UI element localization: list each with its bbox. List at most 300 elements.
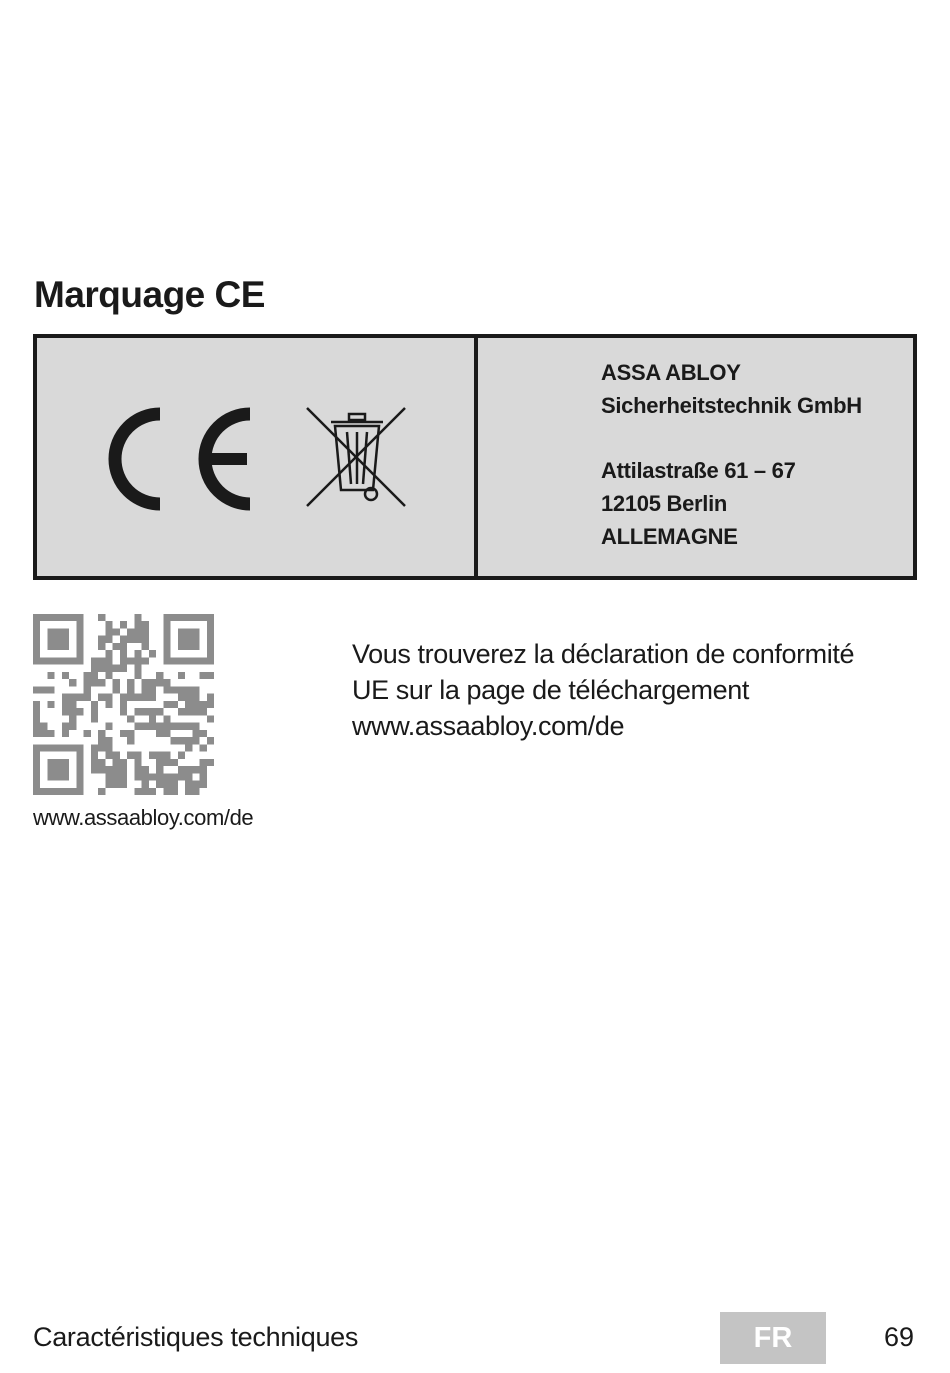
qr-module <box>120 701 127 708</box>
qr-module <box>47 672 54 679</box>
qr-module <box>69 701 76 708</box>
qr-module <box>55 744 62 751</box>
qr-module <box>113 759 120 766</box>
page-number: 69 <box>884 1322 915 1352</box>
qr-module <box>156 766 163 773</box>
qr-module <box>55 636 62 643</box>
company-name: ASSA ABLOY <box>601 360 741 385</box>
qr-module <box>98 737 105 744</box>
qr-module <box>69 744 76 751</box>
qr-module <box>120 657 127 664</box>
qr-module <box>40 614 47 621</box>
qr-module <box>120 643 127 650</box>
qr-module <box>134 788 141 795</box>
qr-module <box>200 773 207 780</box>
qr-module <box>149 715 156 722</box>
qr-module <box>185 773 192 780</box>
footer-section-title: Caractéristiques techniques <box>33 1322 359 1352</box>
qr-module <box>134 621 141 628</box>
qr-module <box>84 694 91 701</box>
qr-module <box>192 694 199 701</box>
qr-module <box>185 628 192 635</box>
qr-module <box>33 788 40 795</box>
qr-module <box>33 744 40 751</box>
qr-module <box>62 657 69 664</box>
qr-module <box>192 737 199 744</box>
qr-code-icon <box>33 614 214 795</box>
qr-module <box>76 650 83 657</box>
qr-module <box>171 657 178 664</box>
qr-module <box>69 614 76 621</box>
qr-module <box>47 643 54 650</box>
qr-module <box>120 621 127 628</box>
qr-module <box>142 766 149 773</box>
qr-module <box>105 737 112 744</box>
qr-module <box>142 723 149 730</box>
qr-module <box>47 730 54 737</box>
qr-module <box>33 636 40 643</box>
qr-module <box>185 694 192 701</box>
qr-module <box>113 628 120 635</box>
qr-module <box>113 679 120 686</box>
qr-module <box>163 636 170 643</box>
qr-module <box>149 773 156 780</box>
qr-module <box>142 781 149 788</box>
qr-module <box>105 766 112 773</box>
qr-module <box>105 744 112 751</box>
qr-module <box>76 657 83 664</box>
qr-module <box>200 766 207 773</box>
qr-module <box>163 679 170 686</box>
qr-module <box>134 665 141 672</box>
qr-module <box>33 614 40 621</box>
qr-caption-url: www.assaabloy.com/de <box>33 805 254 830</box>
qr-module <box>185 636 192 643</box>
qr-module <box>171 773 178 780</box>
qr-module <box>163 643 170 650</box>
qr-module <box>207 628 214 635</box>
qr-module <box>91 744 98 751</box>
qr-module <box>163 788 170 795</box>
qr-module <box>156 781 163 788</box>
qr-module <box>55 773 62 780</box>
qr-module <box>98 614 105 621</box>
qr-module <box>185 708 192 715</box>
qr-module <box>134 650 141 657</box>
qr-module <box>120 636 127 643</box>
qr-module <box>149 723 156 730</box>
qr-module <box>69 788 76 795</box>
qr-module <box>200 708 207 715</box>
city-address: 12105 Berlin <box>601 491 728 516</box>
qr-module <box>163 730 170 737</box>
qr-module <box>142 643 149 650</box>
qr-module <box>171 788 178 795</box>
qr-module <box>91 679 98 686</box>
qr-module <box>69 715 76 722</box>
qr-module <box>47 701 54 708</box>
manufacturer-address-panel <box>478 338 913 576</box>
qr-module <box>91 752 98 759</box>
qr-module <box>156 723 163 730</box>
qr-module <box>171 723 178 730</box>
qr-module <box>142 657 149 664</box>
qr-module <box>171 781 178 788</box>
qr-module <box>98 759 105 766</box>
qr-module <box>142 679 149 686</box>
qr-module <box>134 708 141 715</box>
declaration-line-2: UE sur la page de téléchargement <box>352 675 749 705</box>
qr-module <box>207 636 214 643</box>
qr-module <box>33 628 40 635</box>
qr-module <box>120 759 127 766</box>
qr-module <box>163 752 170 759</box>
qr-module <box>105 636 112 643</box>
qr-module <box>120 781 127 788</box>
qr-module <box>149 752 156 759</box>
qr-module <box>33 723 40 730</box>
qr-module <box>134 694 141 701</box>
qr-module <box>69 723 76 730</box>
qr-module <box>120 730 127 737</box>
qr-module <box>127 694 134 701</box>
qr-module <box>105 650 112 657</box>
qr-module <box>207 715 214 722</box>
qr-module <box>127 679 134 686</box>
qr-module <box>171 759 178 766</box>
qr-module <box>40 723 47 730</box>
qr-module <box>163 781 170 788</box>
qr-module <box>127 730 134 737</box>
qr-module <box>149 708 156 715</box>
qr-module <box>91 665 98 672</box>
qr-module <box>127 628 134 635</box>
qr-module <box>134 636 141 643</box>
qr-module <box>62 730 69 737</box>
qr-module <box>120 650 127 657</box>
qr-module <box>69 657 76 664</box>
qr-module <box>33 708 40 715</box>
declaration-line-1: Vous trouverez la déclaration de conformité <box>352 639 855 669</box>
qr-module <box>134 628 141 635</box>
qr-module <box>134 759 141 766</box>
qr-module <box>33 766 40 773</box>
qr-module <box>91 715 98 722</box>
qr-module <box>207 614 214 621</box>
qr-module <box>91 708 98 715</box>
qr-module <box>127 715 134 722</box>
ce-mark-icon <box>107 404 257 514</box>
qr-module <box>62 694 69 701</box>
qr-module <box>171 701 178 708</box>
qr-module <box>120 773 127 780</box>
qr-module <box>207 694 214 701</box>
qr-module <box>207 759 214 766</box>
qr-module <box>156 708 163 715</box>
manufacturer-address <box>601 356 862 553</box>
qr-module <box>33 650 40 657</box>
qr-module <box>105 773 112 780</box>
declaration-url: www.assaabloy.com/de <box>352 711 625 741</box>
qr-module <box>185 723 192 730</box>
qr-module <box>192 636 199 643</box>
qr-module <box>120 708 127 715</box>
qr-module <box>134 752 141 759</box>
qr-module <box>200 781 207 788</box>
qr-module <box>113 686 120 693</box>
qr-module <box>134 766 141 773</box>
country: ALLEMAGNE <box>601 524 738 549</box>
qr-module <box>62 744 69 751</box>
qr-module <box>105 672 112 679</box>
qr-module <box>33 730 40 737</box>
qr-module <box>84 686 91 693</box>
qr-module <box>192 643 199 650</box>
qr-module <box>134 672 141 679</box>
qr-module <box>134 723 141 730</box>
ce-marks-panel <box>37 338 478 576</box>
qr-module <box>156 759 163 766</box>
qr-module <box>127 737 134 744</box>
qr-module <box>207 621 214 628</box>
qr-module <box>33 759 40 766</box>
qr-module <box>62 759 69 766</box>
qr-module <box>62 788 69 795</box>
qr-module <box>185 657 192 664</box>
qr-module <box>134 773 141 780</box>
qr-module <box>105 752 112 759</box>
qr-module <box>76 628 83 635</box>
qr-module <box>76 643 83 650</box>
qr-module <box>185 643 192 650</box>
qr-module <box>192 766 199 773</box>
qr-module <box>163 614 170 621</box>
qr-module <box>200 744 207 751</box>
qr-module <box>47 628 54 635</box>
qr-module <box>33 643 40 650</box>
weee-crossed-bin-icon <box>305 406 409 510</box>
qr-module <box>55 788 62 795</box>
qr-module <box>192 657 199 664</box>
qr-module <box>33 773 40 780</box>
qr-module <box>76 614 83 621</box>
qr-module <box>163 628 170 635</box>
qr-module <box>178 766 185 773</box>
qr-module <box>127 686 134 693</box>
qr-module <box>62 723 69 730</box>
qr-module <box>142 773 149 780</box>
qr-module <box>200 672 207 679</box>
qr-module <box>192 781 199 788</box>
qr-module <box>142 708 149 715</box>
qr-module <box>62 708 69 715</box>
qr-module <box>156 672 163 679</box>
qr-module <box>76 752 83 759</box>
qr-module <box>207 737 214 744</box>
qr-module <box>40 744 47 751</box>
qr-module <box>178 723 185 730</box>
qr-module <box>47 773 54 780</box>
qr-module <box>33 686 40 693</box>
qr-module <box>178 636 185 643</box>
ce-marking-box <box>33 334 917 580</box>
qr-module <box>76 759 83 766</box>
qr-module <box>55 657 62 664</box>
qr-module <box>171 614 178 621</box>
qr-module <box>105 621 112 628</box>
qr-module <box>185 701 192 708</box>
qr-module <box>171 737 178 744</box>
qr-module <box>91 759 98 766</box>
qr-module <box>98 643 105 650</box>
qr-module <box>47 614 54 621</box>
qr-module <box>207 672 214 679</box>
qr-module <box>55 759 62 766</box>
qr-module <box>156 730 163 737</box>
company-division: Sicherheitstechnik GmbH <box>601 393 862 418</box>
qr-module <box>33 781 40 788</box>
qr-module <box>113 665 120 672</box>
qr-module <box>33 657 40 664</box>
qr-module <box>185 686 192 693</box>
qr-module <box>185 737 192 744</box>
qr-module <box>163 759 170 766</box>
qr-module <box>120 694 127 701</box>
qr-module <box>76 708 83 715</box>
qr-module <box>142 788 149 795</box>
qr-module <box>207 657 214 664</box>
qr-module <box>62 672 69 679</box>
qr-module <box>62 643 69 650</box>
qr-module <box>113 643 120 650</box>
qr-module <box>33 701 40 708</box>
qr-module <box>134 614 141 621</box>
qr-module <box>40 788 47 795</box>
qr-module <box>62 701 69 708</box>
qr-module <box>163 715 170 722</box>
qr-module <box>76 781 83 788</box>
qr-module <box>105 694 112 701</box>
qr-module <box>98 788 105 795</box>
qr-module <box>69 679 76 686</box>
qr-module <box>142 628 149 635</box>
qr-module <box>76 788 83 795</box>
qr-module <box>200 730 207 737</box>
qr-module <box>134 657 141 664</box>
qr-module <box>91 657 98 664</box>
qr-module <box>113 781 120 788</box>
qr-module <box>171 686 178 693</box>
qr-module <box>178 737 185 744</box>
qr-module <box>47 686 54 693</box>
qr-module <box>40 730 47 737</box>
qr-module <box>98 657 105 664</box>
qr-module <box>178 657 185 664</box>
qr-module <box>200 759 207 766</box>
qr-module <box>55 766 62 773</box>
qr-module <box>163 773 170 780</box>
qr-module <box>47 788 54 795</box>
qr-module <box>200 701 207 708</box>
qr-module <box>76 621 83 628</box>
qr-module <box>185 744 192 751</box>
section-title: Marquage CE <box>34 274 265 315</box>
qr-module <box>62 773 69 780</box>
qr-module <box>91 701 98 708</box>
qr-module <box>105 665 112 672</box>
qr-module <box>178 614 185 621</box>
qr-module <box>178 672 185 679</box>
qr-module <box>98 665 105 672</box>
qr-module <box>163 701 170 708</box>
qr-module <box>40 686 47 693</box>
qr-module <box>84 730 91 737</box>
qr-module <box>163 650 170 657</box>
qr-module <box>192 614 199 621</box>
qr-module <box>192 788 199 795</box>
qr-module <box>76 636 83 643</box>
qr-module <box>55 628 62 635</box>
qr-module <box>178 752 185 759</box>
qr-module <box>127 636 134 643</box>
qr-module <box>47 744 54 751</box>
qr-module <box>120 766 127 773</box>
qr-module <box>105 701 112 708</box>
qr-module <box>192 701 199 708</box>
qr-module <box>47 759 54 766</box>
qr-module <box>98 636 105 643</box>
qr-module <box>76 773 83 780</box>
qr-module <box>113 773 120 780</box>
qr-module <box>127 657 134 664</box>
qr-module <box>149 679 156 686</box>
qr-module <box>178 773 185 780</box>
qr-module <box>120 665 127 672</box>
qr-module <box>98 744 105 751</box>
street-address: Attilastraße 61 – 67 <box>601 458 796 483</box>
qr-module <box>55 643 62 650</box>
qr-module <box>33 621 40 628</box>
qr-module <box>76 744 83 751</box>
qr-module <box>178 628 185 635</box>
qr-module <box>192 730 199 737</box>
qr-module <box>200 614 207 621</box>
qr-module <box>62 636 69 643</box>
qr-module <box>178 643 185 650</box>
qr-module <box>156 679 163 686</box>
qr-module <box>47 657 54 664</box>
qr-module <box>98 694 105 701</box>
qr-module <box>98 766 105 773</box>
qr-module <box>62 766 69 773</box>
qr-module <box>40 657 47 664</box>
qr-module <box>142 621 149 628</box>
qr-module <box>178 708 185 715</box>
qr-module <box>149 650 156 657</box>
qr-module <box>149 686 156 693</box>
qr-module <box>156 752 163 759</box>
qr-module <box>113 766 120 773</box>
qr-module <box>105 723 112 730</box>
qr-module <box>185 781 192 788</box>
qr-module <box>84 679 91 686</box>
qr-module <box>98 679 105 686</box>
qr-module <box>98 730 105 737</box>
qr-module <box>192 686 199 693</box>
qr-module <box>69 708 76 715</box>
qr-module <box>149 788 156 795</box>
qr-module <box>105 781 112 788</box>
